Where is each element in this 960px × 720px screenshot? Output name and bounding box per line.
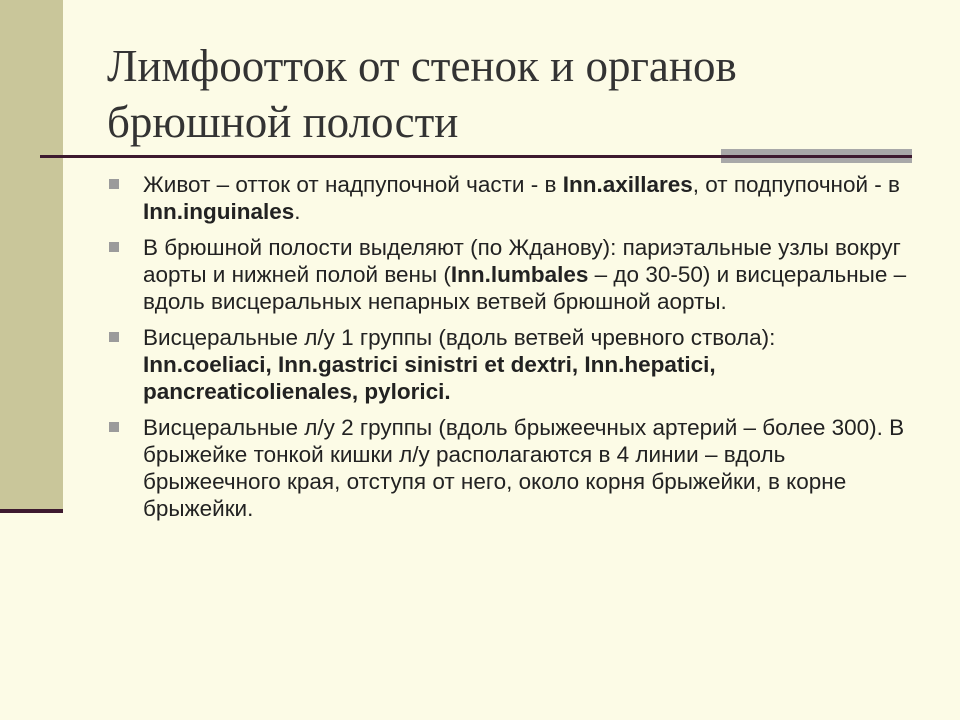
bullet-square-icon (109, 422, 119, 432)
bullet-text: В брюшной полости выделяют (по Жданову): париэтальные узлы вокруг аорты и нижней полой вены ( (143, 235, 901, 287)
bullet-text: Висцеральные л/у 2 группы (вдоль брыжеечных артерий – более 300). В брыжейке тонкой кишки л/у располагаются в 4 линии – вдоль брыжеечного края, отступя от него, около корня брыжейки, в корне брыжейки. (143, 415, 905, 521)
bullet-item (107, 171, 907, 225)
slide-title (107, 38, 907, 150)
bullet-text: , от подпупочной - в (692, 172, 901, 197)
bullet-square-icon (109, 179, 119, 189)
bullet-term: Inn.axillares (562, 172, 693, 197)
bullet-text: – до 30-50) и висцеральные – вдоль висцеральных непарных ветвей брюшной аорты. (143, 262, 907, 314)
slide-title-line-1: Лимфоотток от стенок и органов (107, 41, 737, 91)
bullet-item (107, 414, 907, 522)
bullet-text: Висцеральные л/у 1 группы (вдоль ветвей чревного ствола): (143, 325, 776, 350)
bullet-text: . (294, 199, 301, 224)
slide-title-line-2: брюшной полости (107, 97, 459, 147)
bullet-term: Inn.coeliaci, Inn.gastrici sinistri et dextri, Inn.hepatici, pancreaticolienales, pylorici. (143, 352, 716, 404)
bullet-term: Inn.lumbales (450, 262, 589, 287)
bullet-text: Живот – отток от надпупочной части - в (143, 172, 563, 197)
bullet-list (107, 171, 907, 531)
title-divider (40, 155, 912, 158)
bullet-square-icon (109, 332, 119, 342)
bullet-item (107, 324, 907, 405)
left-decor-line (0, 509, 63, 513)
left-decor-bar (0, 0, 63, 512)
bullet-square-icon (109, 242, 119, 252)
bullet-term: Inn.inguinales (143, 199, 295, 224)
bullet-item (107, 234, 907, 315)
